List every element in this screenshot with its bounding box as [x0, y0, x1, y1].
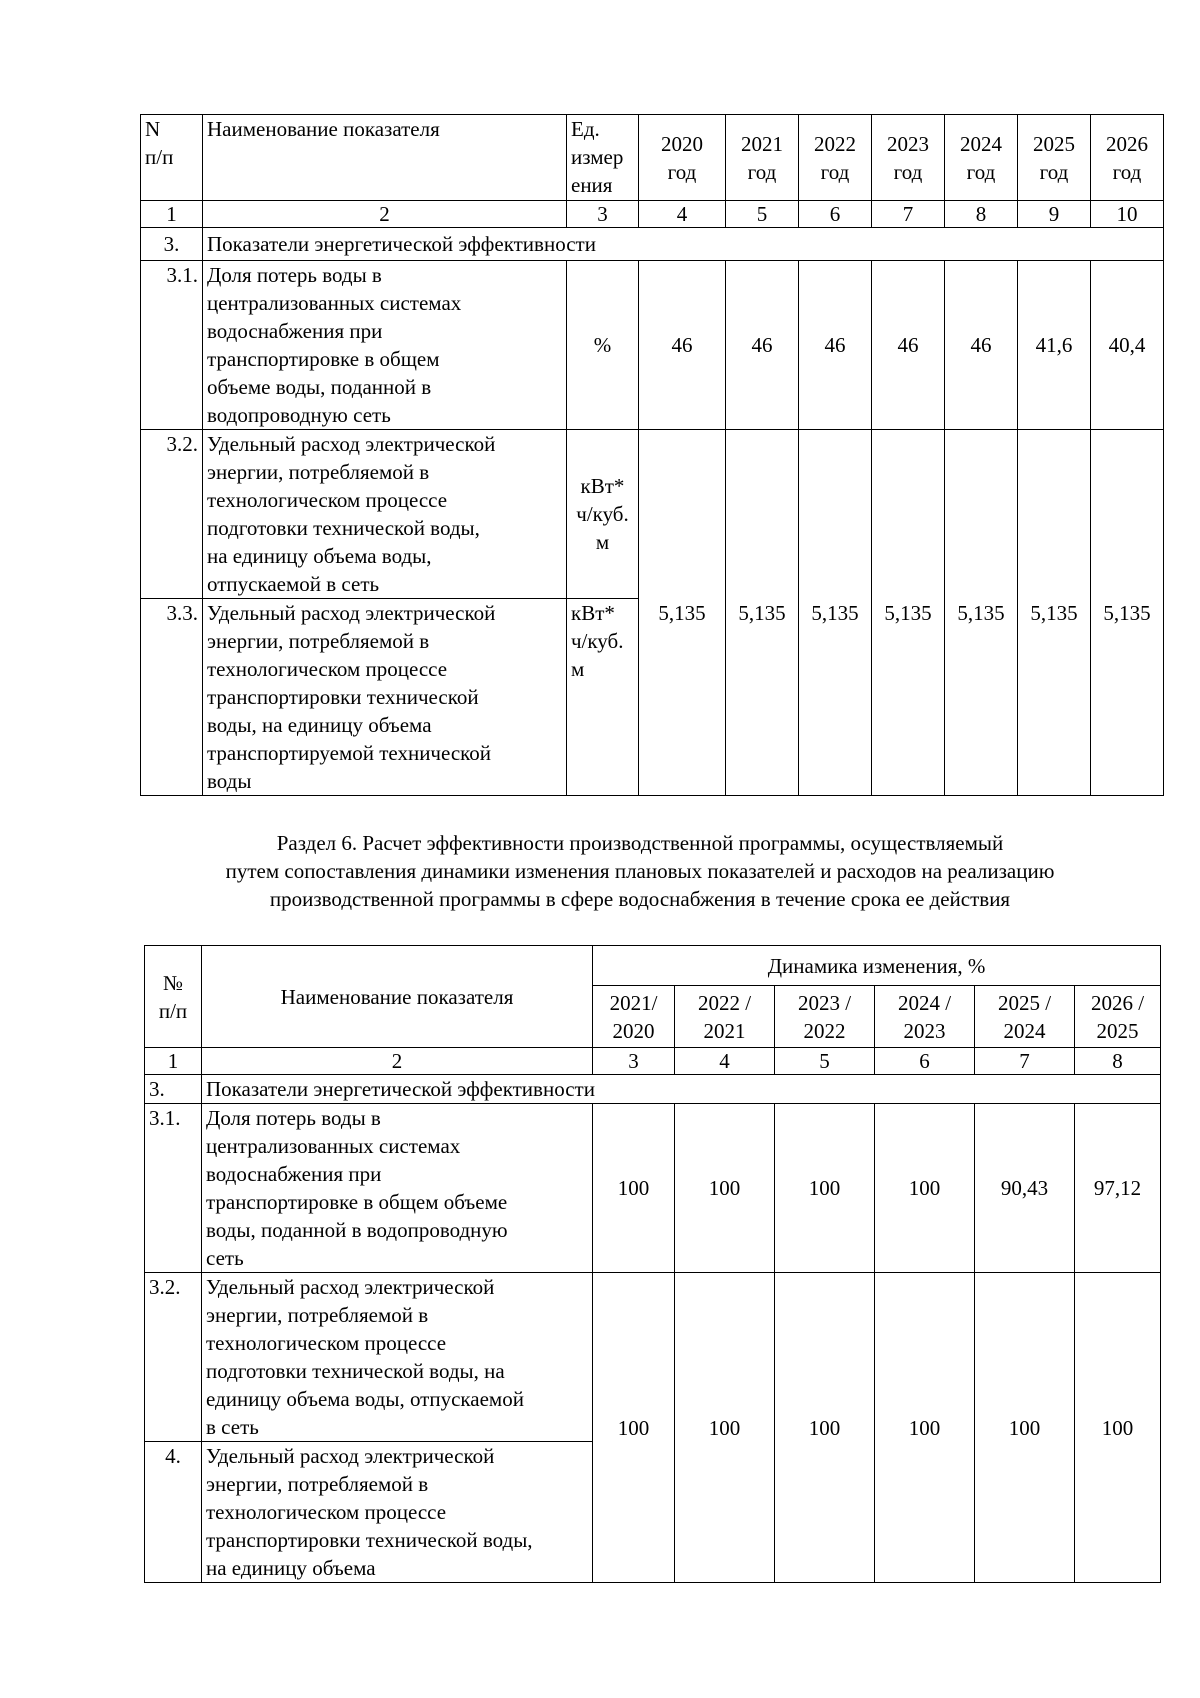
merged-value-cell: 100	[593, 1273, 675, 1583]
merged-value-cell: 5,135	[726, 430, 799, 796]
header-year-2021: 2021 год	[726, 115, 799, 201]
index-cell: 3	[593, 1048, 675, 1075]
row-unit: кВт* ч/куб. м	[567, 599, 639, 796]
title-line: путем сопоставления динамики изменения плановых показателей и расходов на реализацию	[225, 859, 1055, 883]
merged-value-cell: 5,135	[945, 430, 1018, 796]
header-num: N п/п	[141, 115, 203, 201]
title-line: производственной программы в сфере водоснабжения в течение срока ее действия	[269, 887, 1011, 911]
index-cell: 2	[203, 201, 567, 228]
row-name: Удельный расход электрической энергии, потребляемой в технологическом процессе транспортировки технической воды, на единицу объема транспортируемой технической воды	[203, 599, 567, 796]
header-year-2025: 2025 год	[1018, 115, 1091, 201]
row-name: Удельный расход электрической энергии, потребляемой в технологическом процессе подготовки технической воды, на единицу объема воды, отпускаемой в сеть	[203, 430, 567, 599]
value-cell: 90,43	[975, 1104, 1075, 1273]
header-period: 2023 / 2022	[775, 986, 875, 1048]
row-num: 3.2.	[145, 1273, 202, 1442]
table-row	[145, 1104, 1161, 1273]
value-cell: 46	[872, 261, 945, 430]
row-num: 4.	[145, 1442, 202, 1583]
index-cell: 9	[1018, 201, 1091, 228]
header-period: 2021/ 2020	[593, 986, 675, 1048]
header-year-2020: 2020 год	[639, 115, 726, 201]
row-name: Доля потерь воды в централизованных системах водоснабжения при транспортировке в общем объеме воды, поданной в водопроводную сеть	[202, 1104, 593, 1273]
value-cell: 100	[675, 1104, 775, 1273]
merged-value-cell: 100	[875, 1273, 975, 1583]
value-cell: 46	[726, 261, 799, 430]
dynamics-table	[144, 945, 1161, 1583]
table1-section-row	[141, 228, 1164, 261]
index-cell: 7	[975, 1048, 1075, 1075]
table2-header-row	[145, 946, 1161, 986]
value-cell: 100	[775, 1104, 875, 1273]
table2-section-row	[145, 1075, 1161, 1104]
index-cell: 1	[145, 1048, 202, 1075]
section-num: 3.	[141, 228, 203, 261]
header-unit: Ед. измер ения	[567, 115, 639, 201]
header-year-2022: 2022 год	[799, 115, 872, 201]
index-cell: 3	[567, 201, 639, 228]
table2-index-row	[145, 1048, 1161, 1075]
index-cell: 4	[675, 1048, 775, 1075]
row-unit: кВт* ч/куб. м	[567, 430, 639, 599]
value-cell: 46	[799, 261, 872, 430]
table-row	[145, 1273, 1161, 1442]
table-row	[141, 430, 1164, 599]
index-cell: 8	[945, 201, 1018, 228]
value-cell: 97,12	[1075, 1104, 1161, 1273]
header-period: 2025 / 2024	[975, 986, 1075, 1048]
index-cell: 4	[639, 201, 726, 228]
row-unit: %	[567, 261, 639, 430]
merged-value-cell: 5,135	[1018, 430, 1091, 796]
header-num: № п/п	[145, 946, 202, 1048]
row-num: 3.1.	[145, 1104, 202, 1273]
index-cell: 5	[775, 1048, 875, 1075]
section-title: Показатели энергетической эффективности	[202, 1075, 1161, 1104]
merged-value-cell: 100	[1075, 1273, 1161, 1583]
index-cell: 6	[799, 201, 872, 228]
header-period: 2026 / 2025	[1075, 986, 1161, 1048]
table-row	[141, 261, 1164, 430]
header-period: 2024 / 2023	[875, 986, 975, 1048]
merged-value-cell: 5,135	[799, 430, 872, 796]
index-cell: 10	[1091, 201, 1164, 228]
section-6-title	[140, 829, 1140, 913]
index-cell: 5	[726, 201, 799, 228]
value-cell: 100	[875, 1104, 975, 1273]
header-year-2024: 2024 год	[945, 115, 1018, 201]
merged-value-cell: 5,135	[639, 430, 726, 796]
indicators-table	[140, 114, 1164, 796]
index-cell: 6	[875, 1048, 975, 1075]
section-title: Показатели энергетической эффективности	[203, 228, 1164, 261]
value-cell: 41,6	[1018, 261, 1091, 430]
row-name: Доля потерь воды в централизованных системах водоснабжения при транспортировке в общем объеме воды, поданной в водопроводную сеть	[203, 261, 567, 430]
merged-value-cell: 5,135	[1091, 430, 1164, 796]
index-cell: 1	[141, 201, 203, 228]
section-num: 3.	[145, 1075, 202, 1104]
index-cell: 8	[1075, 1048, 1161, 1075]
value-cell: 46	[945, 261, 1018, 430]
index-cell: 7	[872, 201, 945, 228]
row-name: Удельный расход электрической энергии, потребляемой в технологическом процессе подготовки технической воды, на единицу объема воды, отпускаемой в сеть	[202, 1273, 593, 1442]
header-year-2023: 2023 год	[872, 115, 945, 201]
row-num: 3.1.	[141, 261, 203, 430]
header-period: 2022 / 2021	[675, 986, 775, 1048]
index-cell: 2	[202, 1048, 593, 1075]
merged-value-cell: 100	[675, 1273, 775, 1583]
header-year-2026: 2026 год	[1091, 115, 1164, 201]
merged-value-cell: 100	[775, 1273, 875, 1583]
table1-index-row	[141, 201, 1164, 228]
header-name: Наименование показателя	[202, 946, 593, 1048]
merged-value-cell: 5,135	[872, 430, 945, 796]
header-name: Наименование показателя	[203, 115, 567, 201]
value-cell: 46	[639, 261, 726, 430]
value-cell: 40,4	[1091, 261, 1164, 430]
header-dynamics: Динамика изменения, %	[593, 946, 1161, 986]
title-line: Раздел 6. Расчет эффективности производственной программы, осуществляемый	[276, 831, 1004, 855]
value-cell: 100	[593, 1104, 675, 1273]
merged-value-cell: 100	[975, 1273, 1075, 1583]
row-name: Удельный расход электрической энергии, потребляемой в технологическом процессе транспортировки технической воды, на единицу объема	[202, 1442, 593, 1583]
table1-header-row	[141, 115, 1164, 201]
row-num: 3.3.	[141, 599, 203, 796]
row-num: 3.2.	[141, 430, 203, 599]
